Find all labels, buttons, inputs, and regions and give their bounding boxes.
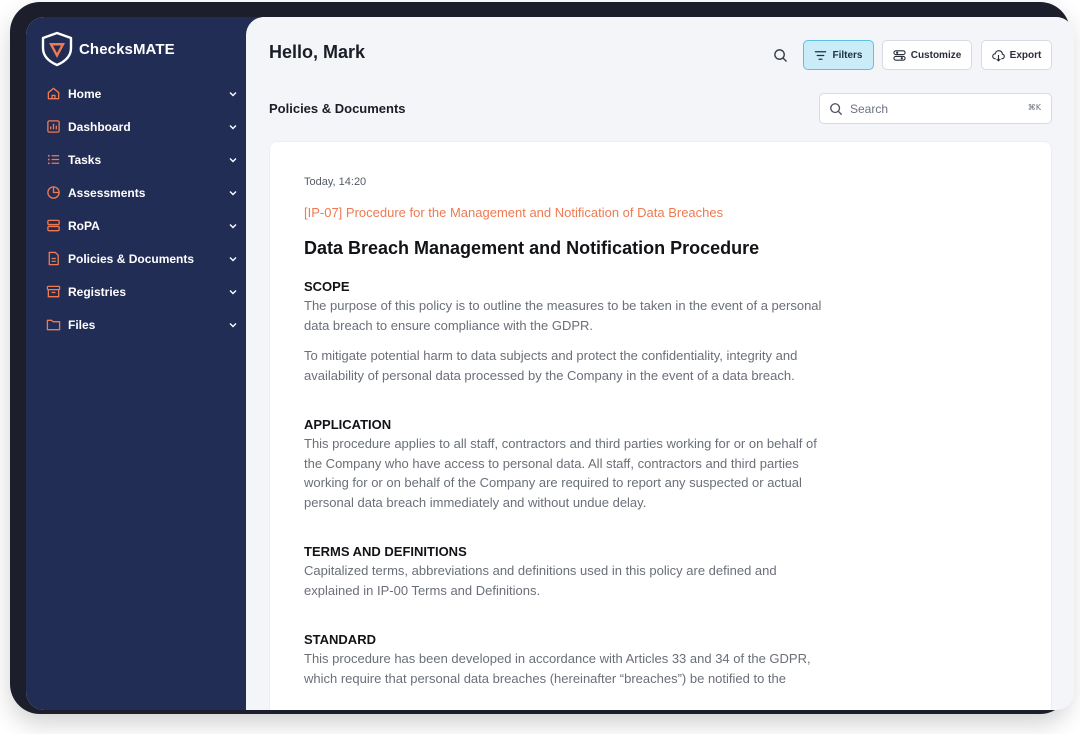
document-link[interactable]: [IP-07] Procedure for the Management and Notification of Data Breaches <box>304 205 724 220</box>
document-body <box>304 176 824 688</box>
folder-icon <box>46 317 61 332</box>
sidebar-item-assessments[interactable] <box>26 176 262 209</box>
pie-chart-icon <box>46 185 61 200</box>
sidebar-item-dashboard[interactable] <box>26 110 262 143</box>
sidebar-nav <box>26 77 262 341</box>
sidebar-item-label: Home <box>68 86 102 101</box>
section-heading-application: APPLICATION <box>304 417 392 432</box>
sidebar-item-tasks[interactable] <box>26 143 262 176</box>
sidebar-item-ropa[interactable] <box>26 209 262 242</box>
sidebar <box>26 17 262 710</box>
sliders-icon <box>893 49 906 62</box>
document-title: Data Breach Management and Notification Procedure <box>304 238 760 258</box>
search-input[interactable] <box>850 102 1020 116</box>
greeting: Hello, Mark <box>269 42 366 62</box>
sidebar-item-registries[interactable] <box>26 275 262 308</box>
section-heading-scope: SCOPE <box>304 279 350 294</box>
sidebar-item-home[interactable] <box>26 77 262 110</box>
section-heading-standard: STANDARD <box>304 632 376 647</box>
filter-icon <box>814 49 827 62</box>
sidebar-item-label: Policies & Documents <box>68 251 195 266</box>
sidebar-item-files[interactable] <box>26 308 262 341</box>
chevron-down-icon[interactable] <box>228 287 238 297</box>
sidebar-item-policies-documents[interactable] <box>26 242 262 275</box>
sidebar-item-label: RoPA <box>68 218 100 233</box>
sidebar-item-label: Registries <box>68 284 127 299</box>
main-content <box>246 17 1074 710</box>
export-button[interactable] <box>981 40 1052 70</box>
checksmate-logo-icon <box>40 31 74 67</box>
sidebar-item-label: Dashboard <box>68 119 131 134</box>
document-timestamp: Today, 14:20 <box>304 176 367 188</box>
archive-icon <box>46 284 61 299</box>
chevron-down-icon[interactable] <box>228 254 238 264</box>
paragraph: Capitalized terms, abbreviations and definitions used in this policy are defined and explained in IP-00 Terms and Definitions. <box>304 563 777 598</box>
chevron-down-icon[interactable] <box>228 89 238 99</box>
sidebar-item-label: Tasks <box>68 152 102 167</box>
chevron-down-icon[interactable] <box>228 155 238 165</box>
filters-button[interactable] <box>803 40 874 70</box>
document-icon <box>46 251 61 266</box>
paragraph: To mitigate potential harm to data subjects and protect the confidentiality, integrity and availability of personal data processed by the Company in the event of a data breach. <box>304 348 798 383</box>
search-field[interactable] <box>819 93 1052 124</box>
list-icon <box>46 152 61 167</box>
page-title: Policies & Documents <box>269 101 406 116</box>
search-icon <box>829 102 843 116</box>
device-frame <box>10 2 1070 714</box>
sidebar-item-label: Assessments <box>68 185 146 200</box>
chevron-down-icon[interactable] <box>228 188 238 198</box>
paragraph: The purpose of this policy is to outline the measures to be taken in the event of a personal data breach to ensure compliance with the GDPR. <box>304 298 822 333</box>
chevron-down-icon[interactable] <box>228 320 238 330</box>
document-card <box>269 141 1052 710</box>
logo[interactable] <box>40 31 175 67</box>
search-button[interactable] <box>770 45 790 65</box>
paragraph: This procedure applies to all staff, contractors and third parties working for or on behalf of the Company who have access to personal data. All staff, contractors and third parties working for or on behalf of the Company are required to report any suspected or actual personal data breach immediately and without undue delay. <box>304 436 817 510</box>
export-label: Export <box>1009 49 1042 61</box>
keyboard-shortcut-hint: ⌘K <box>1027 103 1041 112</box>
chart-icon <box>46 119 61 134</box>
home-icon <box>46 86 61 101</box>
chevron-down-icon[interactable] <box>228 221 238 231</box>
section-heading-terms: TERMS AND DEFINITIONS <box>304 544 467 559</box>
search-icon <box>773 48 788 63</box>
customize-button[interactable] <box>882 40 972 70</box>
paragraph: This procedure has been developed in accordance with Articles 33 and 34 of the GDPR, which require that personal data breaches (hereinafter “breaches”) be notified to the <box>304 651 811 686</box>
filters-label: Filters <box>832 49 863 61</box>
database-icon <box>46 218 61 233</box>
sidebar-item-label: Files <box>68 317 96 332</box>
cloud-download-icon <box>992 49 1005 62</box>
customize-label: Customize <box>910 49 962 61</box>
app-name: ChecksMATE <box>79 40 175 58</box>
chevron-down-icon[interactable] <box>228 122 238 132</box>
app-window <box>26 17 1074 710</box>
